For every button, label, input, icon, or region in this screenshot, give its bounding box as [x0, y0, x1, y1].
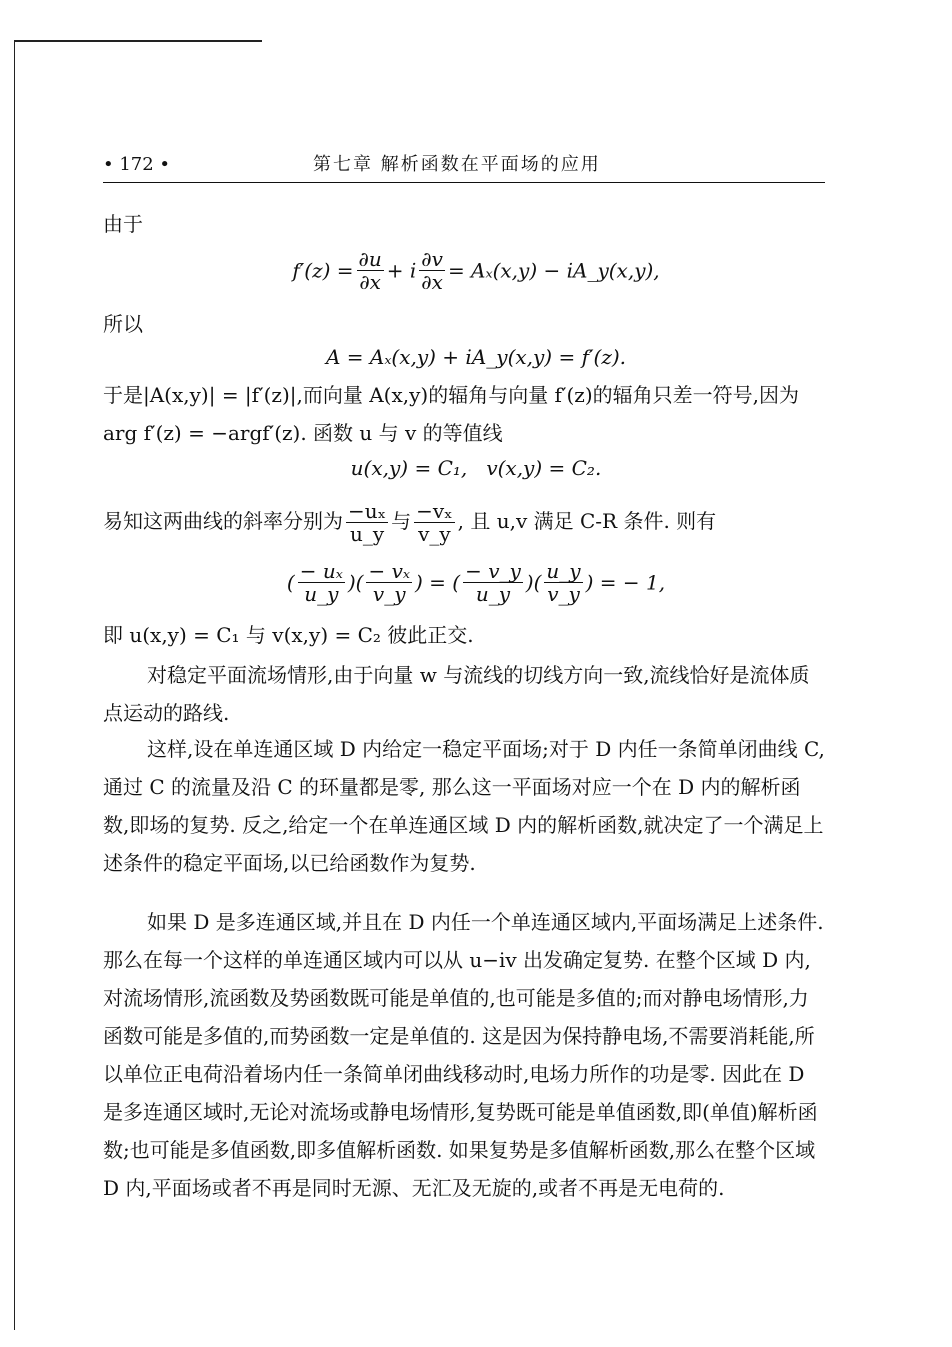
eq4-f2-den: v_y — [372, 582, 406, 606]
scan-border-top — [14, 40, 262, 42]
eq4-f3-den: u_y — [475, 582, 511, 606]
para2-frac-1 — [346, 500, 388, 545]
eq1-frac2-den: ∂x — [421, 270, 443, 294]
paragraph-4: 对稳定平面流场情形,由于向量 w 与流线的切线方向一致,流线恰好是流体质点运动的路线. — [103, 663, 810, 725]
p2f2-den: v_y — [418, 522, 451, 546]
paragraph-3: 即 u(x,y) = C₁ 与 v(x,y) = C₂ 彼此正交. — [103, 623, 474, 647]
eq1-frac-du-dx — [357, 248, 384, 293]
eq4-f4-den: v_y — [547, 582, 580, 606]
paragraph-5: 这样,设在单连通区域 D 内给定一稳定平面场;对于 D 内任一条简单闭曲线 C,通过 C 的流量及沿 C 的环量都是零, 那么这一平面场对应一个在 D 内的解析函数,即场的复势. 反之,给定一个在单连通区域 D 内的解析函数,就决定了一个满足上述条件的稳定平面场,以已给函数作为复势. — [103, 737, 825, 875]
paragraph-6: 如果 D 是多连通区域,并且在 D 内任一个单连通区域内,平面场满足上述条件. 那么在每一个这样的单连通区域内可以从 u−iv 出发确定复势. 在整个区域 D 内,对流场情形,流函数及势函数既可能是单值的,也可能是多值的;而对静电场情形,力函数可能是多值的,而势函数一定是单值的. 这是因为保持静电场,不需要消耗能,所以单位正电荷沿着场内任一条简单闭曲线移动时,电场力所作的功是零. 因此在 D 是多连通区域时,无论对流场或静电场情形,复势既可能是单值函数,即(单值)解析函数;也可能是多值函数,即多值解析函数. 如果复势是多值解析函数,那么在整个区域 D 内,平面场或者不再是同时无源、无汇及无旋的,或者不再是无电荷的. — [103, 910, 824, 1200]
eq1-left: f′(z) = — [292, 258, 354, 283]
chapter-title: 第七章 解析函数在平面场的应用 — [313, 154, 601, 175]
p2f1-den: u_y — [349, 522, 385, 546]
eq4-f3-num: − v_y — [465, 559, 521, 583]
para2-frac-2 — [414, 500, 455, 545]
equation-1 — [0, 248, 952, 293]
paragraph-1: 于是|A(x,y)| = |f′(z)|,而向量 A(x,y)的辐角与向量 f′(z)的辐角只差一符号,因为 arg f′(z) = −argf′(z). 函数 u 与 v 的等值线 — [103, 383, 799, 445]
scan-border-left — [14, 40, 15, 1330]
para2-yu: 与 — [391, 509, 412, 533]
eq4-frac-4 — [544, 560, 582, 605]
equation-4: ( $\frac{\text{− uₓ}}{u\_y}$ )( $\frac{\text{− vₓ}}{v\_y}$ ) = ( $\frac{- v\_y}{u\_y}$ )( $\frac{u\_y}{v\_y}$ ) = − 1, — [286, 559, 666, 606]
eq4-f1-den: u_y — [304, 582, 339, 606]
eq1-right: = Aₓ(x,y) − iA_y(x,y), — [447, 258, 660, 283]
equation-2: A = Aₓ(x,y) + iA_y(x,y) = f′(z). — [325, 345, 627, 369]
eq4-frac-2 — [366, 560, 412, 605]
eq1-frac-dv-dx — [419, 248, 445, 293]
para2-tail: , 且 u,v 满足 C-R 条件. 则有 — [457, 509, 717, 533]
para2-text: 易知这两曲线的斜率分别为 — [103, 509, 343, 533]
eq4-equals: = — [429, 570, 446, 595]
eq4-right: = − 1, — [599, 570, 666, 595]
header-rule — [103, 182, 825, 183]
eq4-f2-num: − vₓ — [368, 559, 410, 583]
eq1-frac1-num: ∂u — [358, 247, 382, 271]
eq1-frac2-num: ∂v — [421, 247, 443, 271]
eq4-f4-num: u_y — [546, 559, 581, 583]
eq4-frac-1 — [298, 560, 345, 605]
paragraph-2 — [103, 500, 825, 545]
eq1-frac1-den: ∂x — [359, 270, 381, 294]
p2f2-num: −vₓ — [416, 499, 453, 523]
equation-3: u(x,y) = C₁, v(x,y) = C₂. — [350, 456, 602, 480]
eq1-plus-i: + i — [386, 258, 417, 283]
eq4-frac-3 — [463, 560, 523, 605]
running-header — [103, 150, 823, 178]
text-youyu: 由于 — [103, 212, 143, 236]
eq4-f1-num: − uₓ — [299, 559, 343, 583]
page-number: • 172 • — [103, 154, 171, 175]
text-suoyi: 所以 — [103, 312, 143, 336]
p2f1-num: −uₓ — [348, 499, 387, 523]
